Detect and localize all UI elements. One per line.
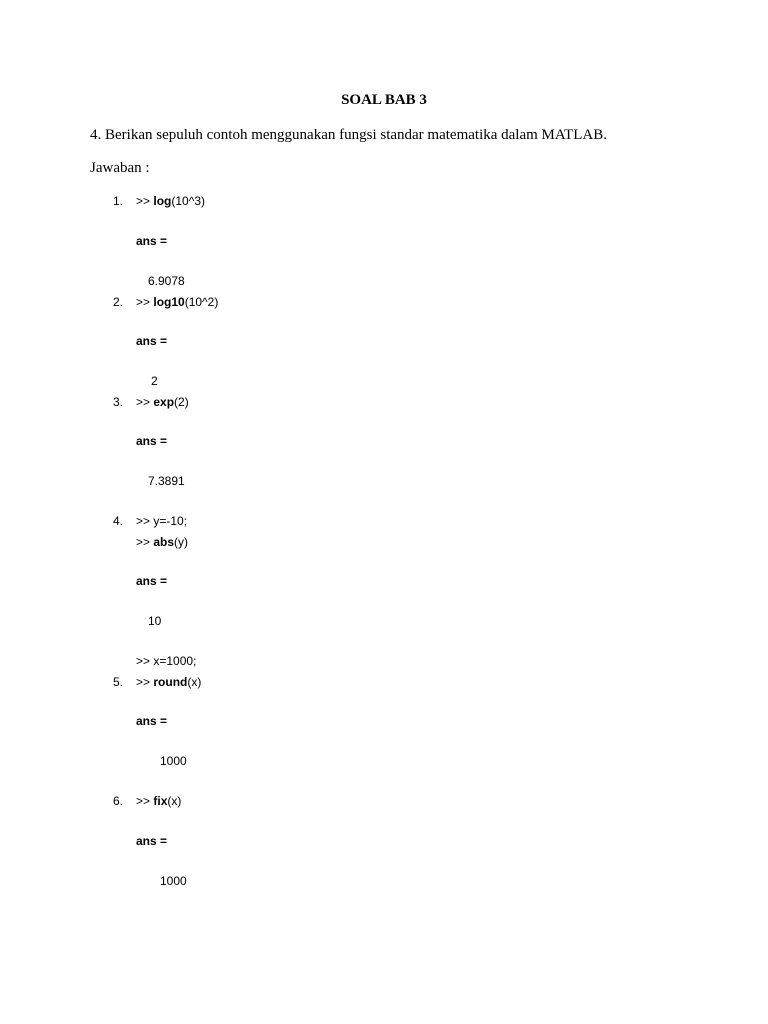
item-number: 1. xyxy=(113,194,124,208)
ans-label: ans = xyxy=(136,334,168,348)
prompt: >> xyxy=(136,675,154,689)
prompt: >> xyxy=(136,395,154,409)
function-args: (10^2) xyxy=(184,295,219,309)
function-args: (x) xyxy=(187,675,202,689)
item-number: 2. xyxy=(113,295,124,309)
command-line xyxy=(136,794,181,808)
command-line xyxy=(136,675,201,689)
question-text: 4. Berikan sepuluh contoh menggunakan fungsi standar matematika dalam MATLAB. xyxy=(90,127,607,143)
function-name: round xyxy=(153,675,188,689)
item-number: 5. xyxy=(113,675,124,689)
command-line xyxy=(136,395,189,409)
prompt: >> xyxy=(136,794,154,808)
function-args: (2) xyxy=(174,395,189,409)
result-value: 7.3891 xyxy=(148,474,185,488)
result-value: 6.9078 xyxy=(148,274,185,288)
function-name: log xyxy=(153,194,172,208)
prompt: >> xyxy=(136,194,154,208)
ans-label: ans = xyxy=(136,714,168,728)
result-value: 10 xyxy=(148,614,162,628)
ans-label: ans = xyxy=(136,234,168,248)
function-name: fix xyxy=(153,794,168,808)
item-number: 6. xyxy=(113,794,124,808)
function-name: exp xyxy=(153,395,175,409)
function-name: log10 xyxy=(153,295,185,309)
item-number: 3. xyxy=(113,395,124,409)
ans-label: ans = xyxy=(136,434,168,448)
setup-line: >> x=1000; xyxy=(136,654,197,668)
function-args: (10^3) xyxy=(171,194,206,208)
command-line xyxy=(136,194,205,208)
ans-label: ans = xyxy=(136,574,168,588)
page-title: SOAL BAB 3 xyxy=(341,92,427,108)
ans-label: ans = xyxy=(136,834,168,848)
result-value: 1000 xyxy=(160,874,187,888)
function-args: (x) xyxy=(167,794,182,808)
setup-line: >> y=-10; xyxy=(136,514,188,528)
prompt: >> xyxy=(136,295,154,309)
result-value: 2 xyxy=(151,374,158,388)
prompt: >> xyxy=(136,535,154,549)
command-line xyxy=(136,295,218,309)
answer-label: Jawaban : xyxy=(90,160,150,176)
function-args: (y) xyxy=(174,535,189,549)
item-number: 4. xyxy=(113,514,124,528)
command-line xyxy=(136,535,188,549)
result-value: 1000 xyxy=(160,754,187,768)
function-name: abs xyxy=(153,535,175,549)
